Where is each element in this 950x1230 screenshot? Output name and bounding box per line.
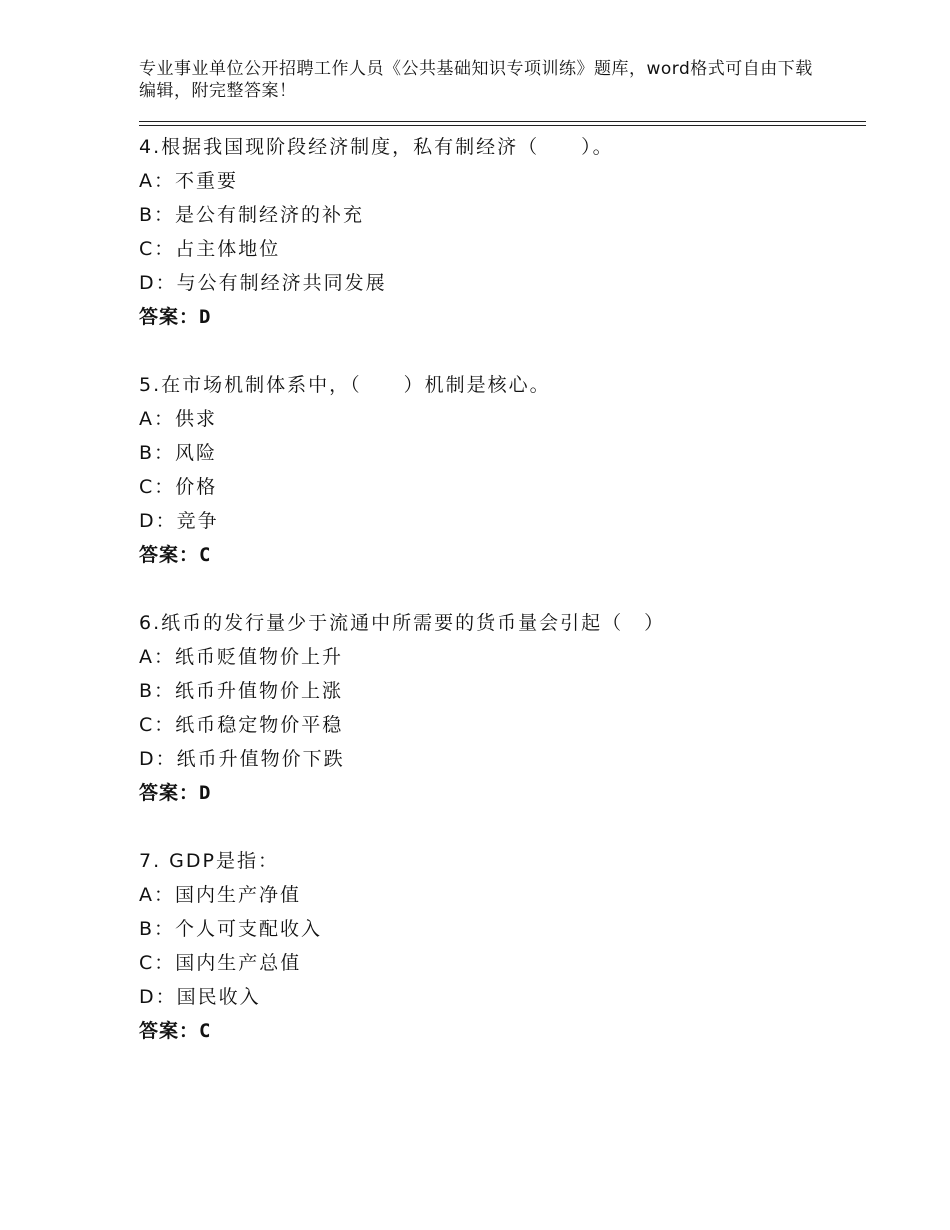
question-7 [139, 844, 859, 1048]
answer-label: 答案： [139, 306, 200, 328]
question-stem: 5.在市场机制体系中，（ ）机制是核心。 [139, 374, 551, 396]
option-a: A：纸币贬值物价上升 [139, 646, 343, 668]
option-a: A：供求 [139, 408, 217, 430]
option-d: D：国民收入 [139, 986, 261, 1008]
question-6 [139, 606, 859, 810]
answer-label: 答案： [139, 544, 200, 566]
option-d: D：纸币升值物价下跌 [139, 748, 345, 770]
option-b: B：是公有制经济的补充 [139, 204, 365, 226]
option-c: C：价格 [139, 476, 218, 498]
answer-label: 答案： [139, 1020, 200, 1042]
option-a: A：国内生产净值 [139, 884, 301, 906]
question-4 [139, 130, 859, 334]
answer-value: D [199, 306, 212, 328]
header-divider-top [139, 121, 866, 122]
question-5 [139, 368, 859, 572]
answer-label: 答案： [139, 782, 200, 804]
answer-value: D [199, 782, 212, 804]
option-c: C：纸币稳定物价平稳 [139, 714, 344, 736]
question-list [139, 130, 859, 1082]
answer-line [139, 776, 859, 810]
answer-value: C [199, 1020, 212, 1042]
option-c: C：国内生产总值 [139, 952, 302, 974]
question-stem: 6.纸币的发行量少于流通中所需要的货币量会引起（ ） [139, 612, 666, 634]
header-divider-bottom [139, 125, 866, 126]
option-a: A：不重要 [139, 170, 238, 192]
option-b: B：纸币升值物价上涨 [139, 680, 344, 702]
answer-line [139, 538, 859, 572]
option-d: D：竞争 [139, 510, 219, 532]
option-b: B：风险 [139, 442, 218, 464]
option-b: B：个人可支配收入 [139, 918, 323, 940]
answer-line [139, 300, 859, 334]
question-stem: 7. GDP是指： [139, 850, 279, 872]
document-header: 专业事业单位公开招聘工作人员《公共基础知识专项训练》题库，word格式可自由下载编辑，附完整答案！ [139, 59, 813, 101]
option-c: C：占主体地位 [139, 238, 281, 260]
option-d: D：与公有制经济共同发展 [139, 272, 387, 294]
question-stem: 4.根据我国现阶段经济制度，私有制经济（ ）。 [139, 136, 614, 158]
answer-value: C [199, 544, 212, 566]
answer-line [139, 1014, 859, 1048]
